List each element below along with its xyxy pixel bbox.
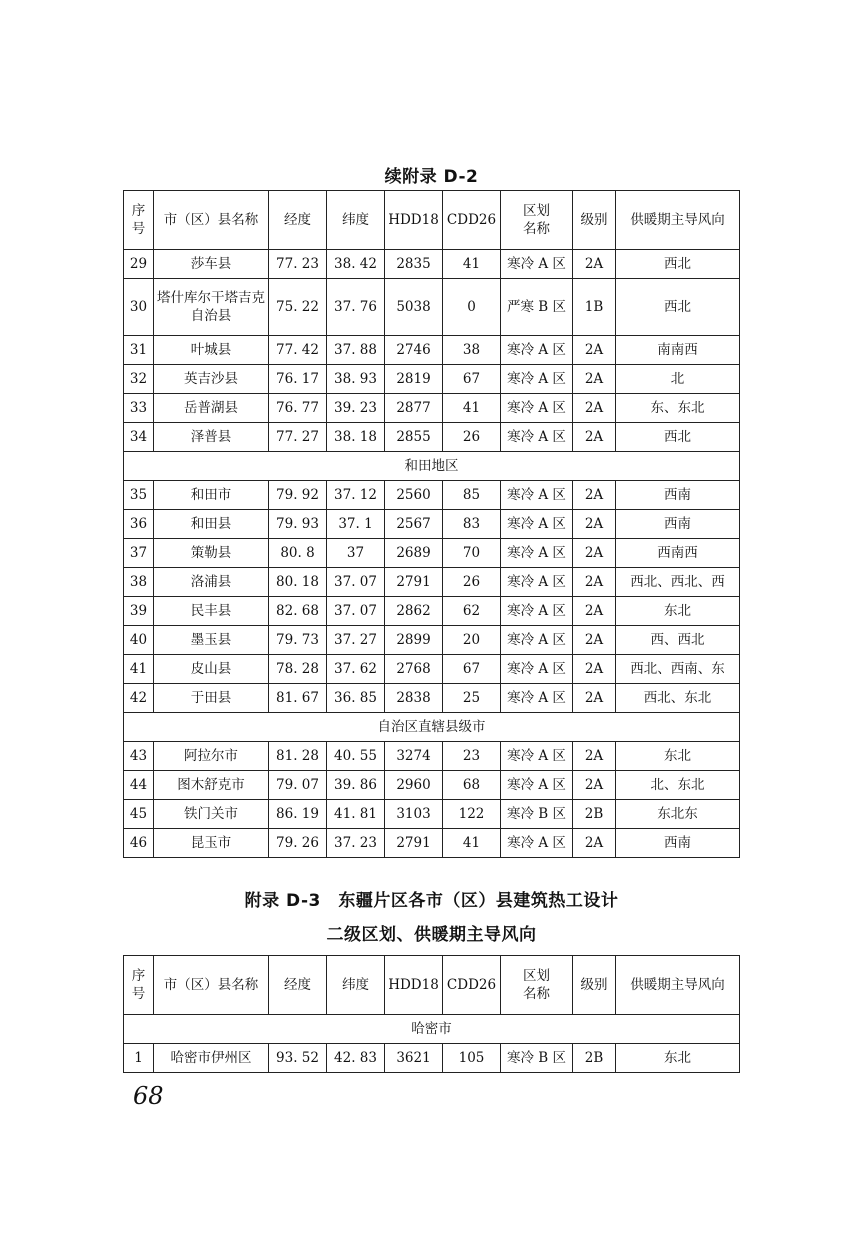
- cell-no: 46: [124, 829, 154, 858]
- cell-wind: 北: [616, 365, 740, 394]
- cell-zone: 寒冷 A 区: [501, 481, 573, 510]
- cell-wind: 北、东北: [616, 771, 740, 800]
- cell-lon: 79. 92: [269, 481, 327, 510]
- cell-lat: 42. 83: [327, 1044, 385, 1073]
- cell-level: 2A: [573, 481, 616, 510]
- cell-name: 莎车县: [154, 250, 269, 279]
- cell-cdd: 41: [443, 829, 501, 858]
- table-row: [124, 1044, 740, 1073]
- table-row: [124, 394, 740, 423]
- cell-no: 44: [124, 771, 154, 800]
- cell-zone: 寒冷 A 区: [501, 684, 573, 713]
- cell-lon: 77. 27: [269, 423, 327, 452]
- cell-cdd: 38: [443, 336, 501, 365]
- cell-zone: 寒冷 A 区: [501, 655, 573, 684]
- cell-cdd: 67: [443, 365, 501, 394]
- cell-no: 43: [124, 742, 154, 771]
- table-header-row: [124, 191, 740, 250]
- cell-hdd: 2862: [385, 597, 443, 626]
- header-level: 级别: [573, 191, 616, 250]
- header-lat: 纬度: [327, 191, 385, 250]
- table1-title: 续附录 D-2: [384, 167, 479, 187]
- table-row: [124, 510, 740, 539]
- cell-lon: 76. 77: [269, 394, 327, 423]
- cell-zone: 寒冷 A 区: [501, 510, 573, 539]
- cell-cdd: 41: [443, 250, 501, 279]
- cell-wind: 西北: [616, 423, 740, 452]
- cell-lon: 78. 28: [269, 655, 327, 684]
- cell-cdd: 70: [443, 539, 501, 568]
- header-index: 序 号: [124, 956, 154, 1015]
- cell-level: 2A: [573, 423, 616, 452]
- cell-level: 2A: [573, 655, 616, 684]
- table-row: [124, 481, 740, 510]
- cell-no: 29: [124, 250, 154, 279]
- cell-wind: 西北: [616, 279, 740, 336]
- cell-lat: 37. 27: [327, 626, 385, 655]
- cell-no: 35: [124, 481, 154, 510]
- cell-zone: 寒冷 A 区: [501, 771, 573, 800]
- region-row: [124, 713, 740, 742]
- header-wind: 供暖期主导风向: [616, 956, 740, 1015]
- table-row: [124, 684, 740, 713]
- header-name: 市（区）县名称: [154, 191, 269, 250]
- cell-no: 45: [124, 800, 154, 829]
- header-cdd: CDD26: [443, 191, 501, 250]
- cell-name: 塔什库尔干塔吉克自治县: [154, 279, 269, 336]
- table-row: [124, 568, 740, 597]
- cell-name: 洛浦县: [154, 568, 269, 597]
- cell-no: 38: [124, 568, 154, 597]
- cell-lon: 80. 8: [269, 539, 327, 568]
- cell-cdd: 122: [443, 800, 501, 829]
- cell-no: 42: [124, 684, 154, 713]
- header-wind: 供暖期主导风向: [616, 191, 740, 250]
- cell-lat: 39. 23: [327, 394, 385, 423]
- cell-zone: 寒冷 A 区: [501, 597, 573, 626]
- cell-lat: 37. 1: [327, 510, 385, 539]
- cell-wind: 西、西北: [616, 626, 740, 655]
- region-label: 和田地区: [124, 452, 740, 481]
- cell-no: 41: [124, 655, 154, 684]
- cell-wind: 东北: [616, 1044, 740, 1073]
- cell-hdd: 2819: [385, 365, 443, 394]
- header-hdd: HDD18: [385, 191, 443, 250]
- cell-cdd: 26: [443, 423, 501, 452]
- cell-cdd: 68: [443, 771, 501, 800]
- cell-wind: 西南: [616, 481, 740, 510]
- cell-zone: 寒冷 B 区: [501, 800, 573, 829]
- cell-lat: 37. 23: [327, 829, 385, 858]
- cell-no: 39: [124, 597, 154, 626]
- cell-cdd: 41: [443, 394, 501, 423]
- table-row: [124, 800, 740, 829]
- cell-hdd: 3103: [385, 800, 443, 829]
- cell-level: 2A: [573, 365, 616, 394]
- cell-lon: 79. 93: [269, 510, 327, 539]
- header-zone: 区划 名称: [501, 191, 573, 250]
- cell-hdd: 3274: [385, 742, 443, 771]
- cell-wind: 东北: [616, 597, 740, 626]
- table2-title-line2: 二级区划、供暖期主导风向: [326, 925, 537, 945]
- cell-no: 34: [124, 423, 154, 452]
- table-row: [124, 655, 740, 684]
- cell-wind: 东北: [616, 742, 740, 771]
- cell-level: 1B: [573, 279, 616, 336]
- cell-zone: 寒冷 A 区: [501, 423, 573, 452]
- cell-name: 岳普湖县: [154, 394, 269, 423]
- cell-name: 泽普县: [154, 423, 269, 452]
- cell-wind: 西北、西南、东: [616, 655, 740, 684]
- header-lon: 经度: [269, 191, 327, 250]
- region-label: 自治区直辖县级市: [124, 713, 740, 742]
- cell-cdd: 67: [443, 655, 501, 684]
- cell-wind: 西北: [616, 250, 740, 279]
- header-name: 市（区）县名称: [154, 956, 269, 1015]
- table-d3: [123, 955, 740, 1073]
- table-row: [124, 423, 740, 452]
- cell-level: 2A: [573, 539, 616, 568]
- cell-wind: 西南: [616, 510, 740, 539]
- cell-lon: 82. 68: [269, 597, 327, 626]
- header-lat: 纬度: [327, 956, 385, 1015]
- cell-name: 民丰县: [154, 597, 269, 626]
- cell-lon: 93. 52: [269, 1044, 327, 1073]
- cell-wind: 南南西: [616, 336, 740, 365]
- table-row: [124, 597, 740, 626]
- cell-lat: 40. 55: [327, 742, 385, 771]
- cell-hdd: 5038: [385, 279, 443, 336]
- cell-lat: 39. 86: [327, 771, 385, 800]
- cell-wind: 西南: [616, 829, 740, 858]
- cell-level: 2A: [573, 771, 616, 800]
- cell-cdd: 0: [443, 279, 501, 336]
- cell-name: 墨玉县: [154, 626, 269, 655]
- cell-name: 英吉沙县: [154, 365, 269, 394]
- cell-lat: 38. 18: [327, 423, 385, 452]
- cell-hdd: 2877: [385, 394, 443, 423]
- cell-no: 36: [124, 510, 154, 539]
- cell-cdd: 25: [443, 684, 501, 713]
- cell-name: 哈密市伊州区: [154, 1044, 269, 1073]
- cell-level: 2A: [573, 394, 616, 423]
- cell-lon: 79. 73: [269, 626, 327, 655]
- cell-cdd: 23: [443, 742, 501, 771]
- cell-name: 策勒县: [154, 539, 269, 568]
- cell-lat: 36. 85: [327, 684, 385, 713]
- table-row: [124, 771, 740, 800]
- region-label: 哈密市: [124, 1015, 740, 1044]
- cell-lat: 37. 07: [327, 597, 385, 626]
- cell-hdd: 2689: [385, 539, 443, 568]
- cell-hdd: 2791: [385, 829, 443, 858]
- table-row: [124, 742, 740, 771]
- header-level: 级别: [573, 956, 616, 1015]
- region-row: [124, 452, 740, 481]
- table-row: [124, 365, 740, 394]
- table-row: [124, 829, 740, 858]
- cell-zone: 寒冷 A 区: [501, 539, 573, 568]
- cell-name: 铁门关市: [154, 800, 269, 829]
- table-row: [124, 279, 740, 336]
- cell-wind: 东、东北: [616, 394, 740, 423]
- cell-no: 40: [124, 626, 154, 655]
- cell-zone: 寒冷 A 区: [501, 394, 573, 423]
- cell-no: 33: [124, 394, 154, 423]
- cell-name: 皮山县: [154, 655, 269, 684]
- cell-zone: 寒冷 B 区: [501, 1044, 573, 1073]
- cell-level: 2A: [573, 626, 616, 655]
- table-row: [124, 336, 740, 365]
- cell-wind: 西北、东北: [616, 684, 740, 713]
- cell-lat: 37. 76: [327, 279, 385, 336]
- cell-lon: 81. 67: [269, 684, 327, 713]
- cell-level: 2A: [573, 510, 616, 539]
- cell-name: 于田县: [154, 684, 269, 713]
- cell-lon: 79. 26: [269, 829, 327, 858]
- table-d2-continued: [123, 190, 740, 858]
- cell-level: 2A: [573, 597, 616, 626]
- cell-no: 30: [124, 279, 154, 336]
- header-zone: 区划 名称: [501, 956, 573, 1015]
- cell-lon: 80. 18: [269, 568, 327, 597]
- cell-hdd: 2835: [385, 250, 443, 279]
- cell-lon: 81. 28: [269, 742, 327, 771]
- cell-cdd: 20: [443, 626, 501, 655]
- cell-zone: 寒冷 A 区: [501, 568, 573, 597]
- cell-level: 2A: [573, 829, 616, 858]
- cell-wind: 东北东: [616, 800, 740, 829]
- cell-hdd: 2560: [385, 481, 443, 510]
- header-index: 序 号: [124, 191, 154, 250]
- cell-cdd: 85: [443, 481, 501, 510]
- cell-lat: 37: [327, 539, 385, 568]
- cell-name: 阿拉尔市: [154, 742, 269, 771]
- cell-lon: 77. 23: [269, 250, 327, 279]
- cell-lat: 37. 62: [327, 655, 385, 684]
- cell-zone: 寒冷 A 区: [501, 742, 573, 771]
- cell-hdd: 3621: [385, 1044, 443, 1073]
- cell-zone: 寒冷 A 区: [501, 250, 573, 279]
- cell-zone: 严寒 B 区: [501, 279, 573, 336]
- cell-level: 2A: [573, 742, 616, 771]
- cell-cdd: 62: [443, 597, 501, 626]
- cell-hdd: 2899: [385, 626, 443, 655]
- cell-level: 2A: [573, 684, 616, 713]
- cell-zone: 寒冷 A 区: [501, 829, 573, 858]
- cell-zone: 寒冷 A 区: [501, 626, 573, 655]
- cell-level: 2A: [573, 568, 616, 597]
- region-row: [124, 1015, 740, 1044]
- cell-cdd: 83: [443, 510, 501, 539]
- header-cdd: CDD26: [443, 956, 501, 1015]
- header-lon: 经度: [269, 956, 327, 1015]
- cell-name: 和田市: [154, 481, 269, 510]
- cell-lat: 38. 93: [327, 365, 385, 394]
- cell-cdd: 105: [443, 1044, 501, 1073]
- cell-lat: 41. 81: [327, 800, 385, 829]
- cell-cdd: 26: [443, 568, 501, 597]
- cell-hdd: 2768: [385, 655, 443, 684]
- cell-zone: 寒冷 A 区: [501, 365, 573, 394]
- table-row: [124, 539, 740, 568]
- cell-hdd: 2855: [385, 423, 443, 452]
- table-row: [124, 626, 740, 655]
- cell-no: 1: [124, 1044, 154, 1073]
- cell-no: 37: [124, 539, 154, 568]
- cell-hdd: 2960: [385, 771, 443, 800]
- cell-lat: 37. 07: [327, 568, 385, 597]
- cell-lon: 79. 07: [269, 771, 327, 800]
- cell-level: 2B: [573, 1044, 616, 1073]
- cell-wind: 西南西: [616, 539, 740, 568]
- table-row: [124, 250, 740, 279]
- cell-name: 叶城县: [154, 336, 269, 365]
- cell-name: 和田县: [154, 510, 269, 539]
- cell-lon: 86. 19: [269, 800, 327, 829]
- cell-name: 昆玉市: [154, 829, 269, 858]
- cell-no: 31: [124, 336, 154, 365]
- header-hdd: HDD18: [385, 956, 443, 1015]
- table2-title-line1: 附录 D-3 东疆片区各市（区）县建筑热工设计: [244, 891, 619, 911]
- cell-level: 2B: [573, 800, 616, 829]
- page-number: 68: [133, 1082, 164, 1110]
- cell-lon: 75. 22: [269, 279, 327, 336]
- cell-name: 图木舒克市: [154, 771, 269, 800]
- table-header-row: [124, 956, 740, 1015]
- cell-zone: 寒冷 A 区: [501, 336, 573, 365]
- cell-lat: 38. 42: [327, 250, 385, 279]
- cell-lon: 77. 42: [269, 336, 327, 365]
- cell-level: 2A: [573, 250, 616, 279]
- cell-lat: 37. 88: [327, 336, 385, 365]
- cell-no: 32: [124, 365, 154, 394]
- cell-lat: 37. 12: [327, 481, 385, 510]
- cell-lon: 76. 17: [269, 365, 327, 394]
- cell-hdd: 2746: [385, 336, 443, 365]
- cell-wind: 西北、西北、西: [616, 568, 740, 597]
- cell-hdd: 2838: [385, 684, 443, 713]
- cell-level: 2A: [573, 336, 616, 365]
- cell-hdd: 2791: [385, 568, 443, 597]
- cell-hdd: 2567: [385, 510, 443, 539]
